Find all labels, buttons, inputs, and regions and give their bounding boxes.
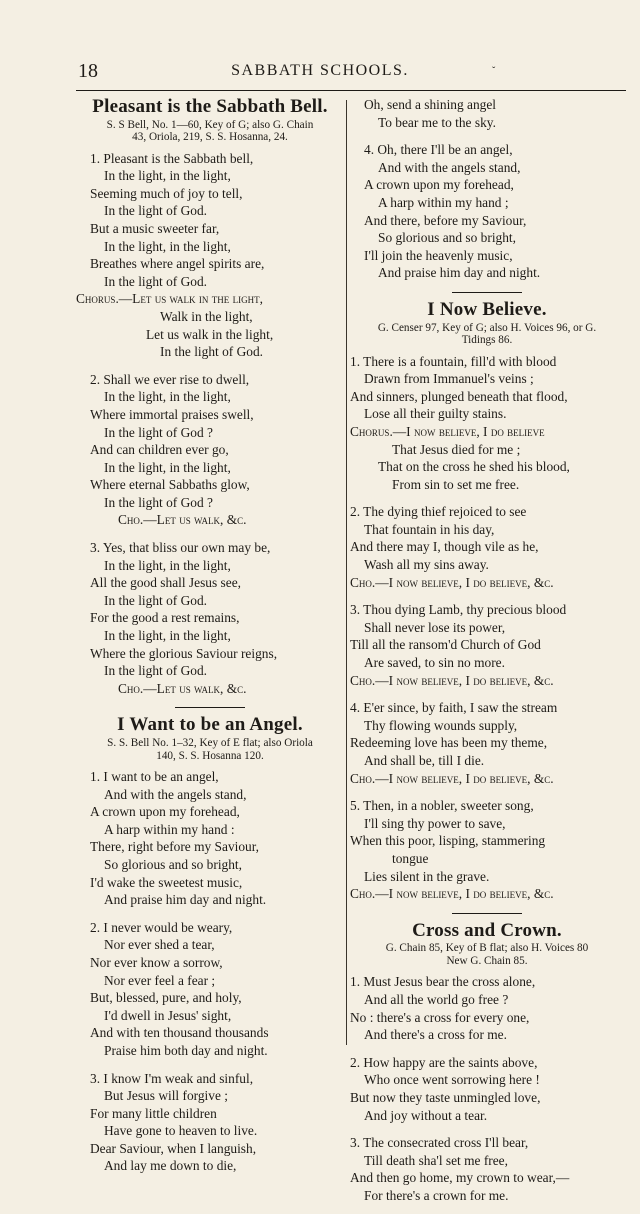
verse-line: And with ten thousand thousands — [90, 1025, 269, 1041]
stanza — [350, 353, 624, 494]
verse-line: Nor ever shed a tear, — [104, 937, 215, 953]
stanza — [76, 371, 344, 529]
verse-line: In the light, in the light, — [104, 459, 231, 475]
verse-line: Where eternal Sabbaths glow, — [90, 477, 250, 493]
chorus-ref: Cho.—I now believe, I do believe, &c. — [350, 886, 554, 902]
hymn-title: I Now Believe. — [427, 298, 547, 320]
verse-line: tongue — [392, 850, 429, 866]
verse-line: Lies silent in the grave. — [364, 868, 490, 884]
verse-line: Nor ever know a sorrow, — [90, 954, 223, 970]
stanza — [76, 768, 344, 909]
verse-line: Where immortal praises swell, — [90, 406, 254, 422]
verse-line: Till all the ransom'd Church of God — [350, 637, 541, 653]
verse-line: Thy flowing wounds supply, — [364, 717, 518, 733]
hymn-reference-line: 140, S. S. Hosanna 120. — [156, 749, 264, 762]
chorus-ref: Cho.—Let us walk, &c. — [118, 680, 247, 696]
hymn-separator — [452, 913, 522, 914]
left-column — [76, 96, 344, 1185]
verse-line: And sinners, plunged beneath that flood, — [350, 388, 568, 404]
verse-line: 3. Thou dying Lamb, thy precious blood — [350, 602, 567, 618]
verse-line: Drawn from Immanuel's veins ; — [364, 371, 534, 387]
verse-line: In the light of God. — [104, 592, 208, 608]
verse-line: A crown upon my forehead, — [90, 804, 240, 820]
stanza — [350, 141, 624, 282]
verse-line: But now they taste unmingled love, — [350, 1089, 541, 1105]
verse-line: And shall be, till I die. — [364, 753, 485, 768]
hymn-reference-line: G. Chain 85, Key of B flat; also H. Voices 80 — [385, 942, 589, 955]
verse-line: 4. Oh, there I'll be an angel, — [364, 142, 513, 158]
verse-line: I'll join the heavenly music, — [364, 247, 513, 263]
verse-line: 1. Pleasant is the Sabbath bell, — [90, 150, 254, 166]
verse-line: 2. I never would be weary, — [90, 919, 233, 935]
verse-line: In the light of God ? — [104, 494, 213, 510]
stanza — [350, 797, 624, 903]
verse-line: So glorious and so bright, — [104, 856, 242, 872]
column-divider — [346, 100, 347, 1045]
verse-line: 3. Yes, that bliss our own may be, — [90, 540, 271, 556]
hymn-reference-line: Tidings 86. — [461, 334, 513, 347]
verse-line: Nor ever feel a fear ; — [104, 972, 216, 988]
verse-line: No : there's a cross for every one, — [350, 1009, 530, 1025]
verse-line: Breathes where angel spirits are, — [90, 256, 265, 272]
verse-line: 1. I want to be an angel, — [90, 769, 219, 784]
verse-line: For the good a rest remains, — [90, 610, 240, 626]
verse-line: Praise him both day and night. — [104, 1042, 268, 1058]
verse-line: In the light, in the light, — [104, 168, 231, 184]
stanza — [76, 1070, 344, 1176]
verse-line: Have gone to heaven to live. — [104, 1123, 258, 1139]
verse-line: And there's a cross for me. — [364, 1027, 507, 1043]
verse-line: In the light, in the light, — [104, 557, 231, 573]
hymn-title: Pleasant is the Sabbath Bell. — [92, 96, 328, 117]
stanza — [350, 601, 624, 689]
verse-line: In the light of God. — [104, 663, 208, 679]
chorus-line: Chorus.—Let us walk in the light, — [76, 291, 263, 307]
verse-line: A harp within my hand : — [104, 821, 235, 837]
verse-line: Where the glorious Saviour reigns, — [90, 645, 278, 661]
hymn-reference — [76, 737, 344, 762]
header-rule — [76, 90, 626, 91]
chorus-ref: Cho.—I now believe, I do believe, &c. — [350, 672, 554, 688]
verse-line: And then go home, my crown to wear,— — [350, 1170, 570, 1186]
hymn-reference-line: 43, Oriola, 219, S. S. Hosanna, 24. — [132, 131, 288, 144]
verse-line: In the light of God ? — [104, 424, 213, 440]
verse-line: 2. Shall we ever rise to dwell, — [90, 371, 250, 387]
stanza — [350, 699, 624, 787]
chorus-line: That Jesus died for me ; — [392, 441, 521, 457]
verse-line: I'd dwell in Jesus' sight, — [104, 1007, 232, 1023]
hymn-separator — [175, 707, 245, 708]
stanza — [350, 973, 624, 1043]
hymn-separator — [452, 292, 522, 293]
stanza — [350, 503, 624, 591]
verse-line: And there, before my Saviour, — [364, 212, 527, 228]
verse-line: In the light, in the light, — [104, 628, 231, 644]
verse-line: But, blessed, pure, and holy, — [90, 990, 242, 1006]
verse-line: In the light, in the light, — [104, 238, 231, 254]
verse-line: 2. How happy are the saints above, — [350, 1054, 538, 1070]
chorus-ref: Cho.—I now believe, I do believe, &c. — [350, 770, 554, 786]
verse-line: 3. I know I'm weak and sinful, — [90, 1070, 254, 1086]
right-column — [350, 96, 624, 1214]
verse-line: That fountain in his day, — [364, 521, 495, 537]
hymn-reference-line: New G. Chain 85. — [446, 954, 528, 967]
running-title: SABBATH SCHOOLS. — [231, 62, 409, 79]
hymn-reference-line: S. S. Bell No. 1–32, Key of E flat; also Oriola — [107, 737, 313, 749]
verse-line: And with the angels stand, — [378, 159, 521, 175]
page-header — [0, 58, 640, 88]
verse-line: To bear me to the sky. — [378, 114, 496, 130]
chorus-line: Chorus.—I now believe, I do believe — [350, 423, 545, 439]
verse-line: And can children ever go, — [90, 442, 229, 458]
verse-line: 3. The consecrated cross I'll bear, — [350, 1135, 529, 1151]
chorus-ref: Cho.—Let us walk, &c. — [118, 512, 247, 528]
verse-line: There, right before my Saviour, — [90, 839, 260, 855]
stanza-continuation — [350, 96, 624, 131]
verse-line: Wash all my sins away. — [364, 557, 489, 573]
hymn-reference — [76, 119, 344, 144]
stanza — [350, 1054, 624, 1124]
verse-line: All the good shall Jesus see, — [90, 575, 241, 591]
verse-line: For many little children — [90, 1105, 217, 1121]
hymn-reference-line: S. S Bell, No. 1—60, Key of G; also G. Chain — [106, 118, 314, 131]
verse-line: In the light, in the light, — [104, 389, 231, 405]
stanza — [76, 539, 344, 697]
verse-line: Are saved, to sin no more. — [364, 655, 505, 671]
verse-line: Oh, send a shining angel — [364, 97, 497, 112]
hymn-title: I Want to be an Angel. — [117, 714, 303, 736]
verse-line: But a music sweeter far, — [90, 220, 220, 236]
verse-line: 2. The dying thief rejoiced to see — [350, 504, 527, 520]
verse-line: Seeming much of joy to tell, — [90, 185, 243, 201]
verse-line: I'd wake the sweetest music, — [90, 874, 243, 890]
verse-line: But Jesus will forgive ; — [104, 1088, 228, 1104]
verse-line: And lay me down to die, — [104, 1158, 237, 1174]
hymn-reference-line: G. Censer 97, Key of G; also H. Voices 96, or G. — [377, 321, 597, 334]
stanza — [350, 1134, 624, 1204]
verse-line: Who once went sorrowing here ! — [364, 1072, 540, 1088]
verse-line: I'll sing thy power to save, — [364, 815, 506, 831]
verse-line: Lose all their guilty stains. — [364, 406, 507, 422]
verse-line: And all the world go free ? — [364, 991, 509, 1007]
verse-line: A harp within my hand ; — [378, 194, 509, 210]
verse-line: And praise him day and night. — [104, 892, 267, 908]
chorus-ref: Cho.—I now believe, I do believe, &c. — [350, 574, 554, 590]
verse-line: And there may I, though vile as he, — [350, 539, 539, 555]
verse-line: In the light of God. — [104, 273, 208, 289]
chorus-line: From sin to set me free. — [392, 476, 520, 492]
verse-line: And with the angels stand, — [104, 786, 247, 802]
verse-line: So glorious and so bright, — [378, 230, 516, 246]
stanza — [76, 919, 344, 1060]
hymn-reference — [350, 322, 624, 347]
page-number: 18 — [78, 60, 98, 82]
chorus-line: That on the cross he shed his blood, — [378, 459, 570, 475]
verse-line: Shall never lose its power, — [364, 619, 506, 635]
verse-line: 4. E'er since, by faith, I saw the stream — [350, 700, 558, 716]
hymn-reference — [350, 942, 624, 967]
chorus-line: In the light of God. — [160, 344, 264, 360]
verse-line: 1. There is a fountain, fill'd with blood — [350, 353, 557, 369]
verse-line: Till death sha'l set me free, — [364, 1152, 508, 1168]
verse-line: 5. Then, in a nobler, sweeter song, — [350, 798, 534, 814]
verse-line: 1. Must Jesus bear the cross alone, — [350, 974, 536, 990]
verse-line: For there's a crown for me. — [364, 1187, 509, 1203]
stanza — [76, 150, 344, 361]
verse-line: And joy without a tear. — [364, 1107, 488, 1123]
chorus-line: Walk in the light, — [160, 308, 253, 324]
verse-line: A crown upon my forehead, — [364, 177, 514, 193]
verse-line: In the light of God. — [104, 203, 208, 219]
chorus-line: Let us walk in the light, — [146, 326, 274, 342]
hymn-title: Cross and Crown. — [412, 919, 562, 941]
verse-line: Dear Saviour, when I languish, — [90, 1140, 257, 1156]
verse-line: Redeeming love has been my theme, — [350, 735, 548, 751]
verse-line: When this poor, lisping, stammering — [350, 833, 546, 849]
verse-line: And praise him day and night. — [378, 265, 541, 281]
printer-mark: ˇ — [492, 66, 496, 77]
